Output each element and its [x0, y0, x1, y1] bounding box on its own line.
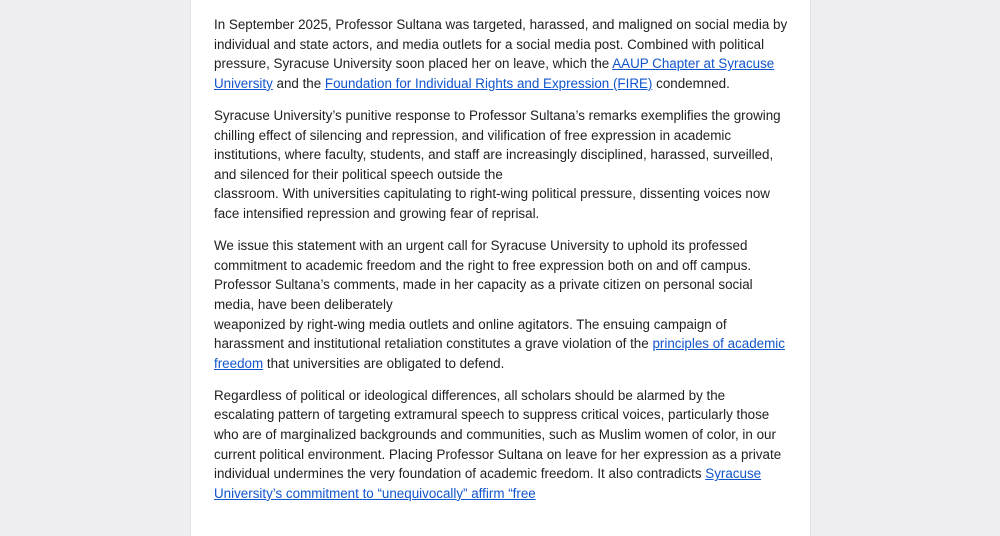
paragraph-1-text-a: In September 2025, Professor Sultana was targeted, harassed, and maligned on social media by individual and state actors, and media outlets for a social media post. Combined with political pressure, Syracuse University soon placed her on leave, which the — [214, 17, 788, 72]
paragraph-1-text-b: and the — [272, 75, 325, 91]
paragraph-4 — [214, 386, 789, 504]
syracuse-commitment-link[interactable]: Syracuse University’s commitment to “unequivocally” affirm “free — [214, 466, 762, 501]
paragraph-3 — [214, 236, 789, 373]
fire-link[interactable]: Foundation for Individual Rights and Expression (FIRE) — [324, 75, 653, 91]
paragraph-2-text-a: Syracuse University’s punitive response to Professor Sultana’s remarks exemplifies the growing chilling effect of silencing and repression, and vilification of free expression in academic institutions, where faculty, students, and staff are increasingly disciplined, harassed, surveilled, and silenced for their political speech outside the — [214, 107, 781, 182]
aaup-chapter-link[interactable]: AAUP Chapter at Syracuse University — [214, 56, 775, 91]
document-body — [214, 15, 789, 516]
paragraph-1-text-c: condemned. — [652, 75, 730, 91]
paragraph-3-text-a: We issue this statement with an urgent call for Syracuse University to uphold its professed commitment to academic freedom and the right to free expression both on and off campus. Professor Sultana’s comments, made in her capacity as a private citizen on personal social media, have been deliberately — [214, 238, 753, 312]
paragraph-2-text-b: classroom. With universities capitulating to right-wing political pressure, dissenting voices now face intensified repression and growing fear of reprisal. — [214, 186, 770, 221]
paragraph-2 — [214, 106, 789, 224]
paragraph-3-text-c: that universities are obligated to defend. — [263, 355, 505, 371]
paragraph-1 — [214, 15, 789, 93]
paragraph-4-text-a: Regardless of political or ideological differences, all scholars should be alarmed by the escalating pattern of targeting extramural speech to suppress critical voices, particularly those who are of marginalized backgrounds and communities, such as Muslim women of color, in our current political environment. Placing Professor Sultana on leave for her expression as a private individual undermines the very foundation of academic freedom. It also contradicts — [214, 387, 782, 482]
paragraph-3-text-b: weaponized by right-wing media outlets and online agitators. The ensuing campaign of harassment and institutional retaliation constitutes a grave violation of the — [214, 316, 727, 352]
academic-freedom-principles-link[interactable]: principles of academic freedom — [214, 336, 785, 371]
document-page — [190, 0, 811, 536]
